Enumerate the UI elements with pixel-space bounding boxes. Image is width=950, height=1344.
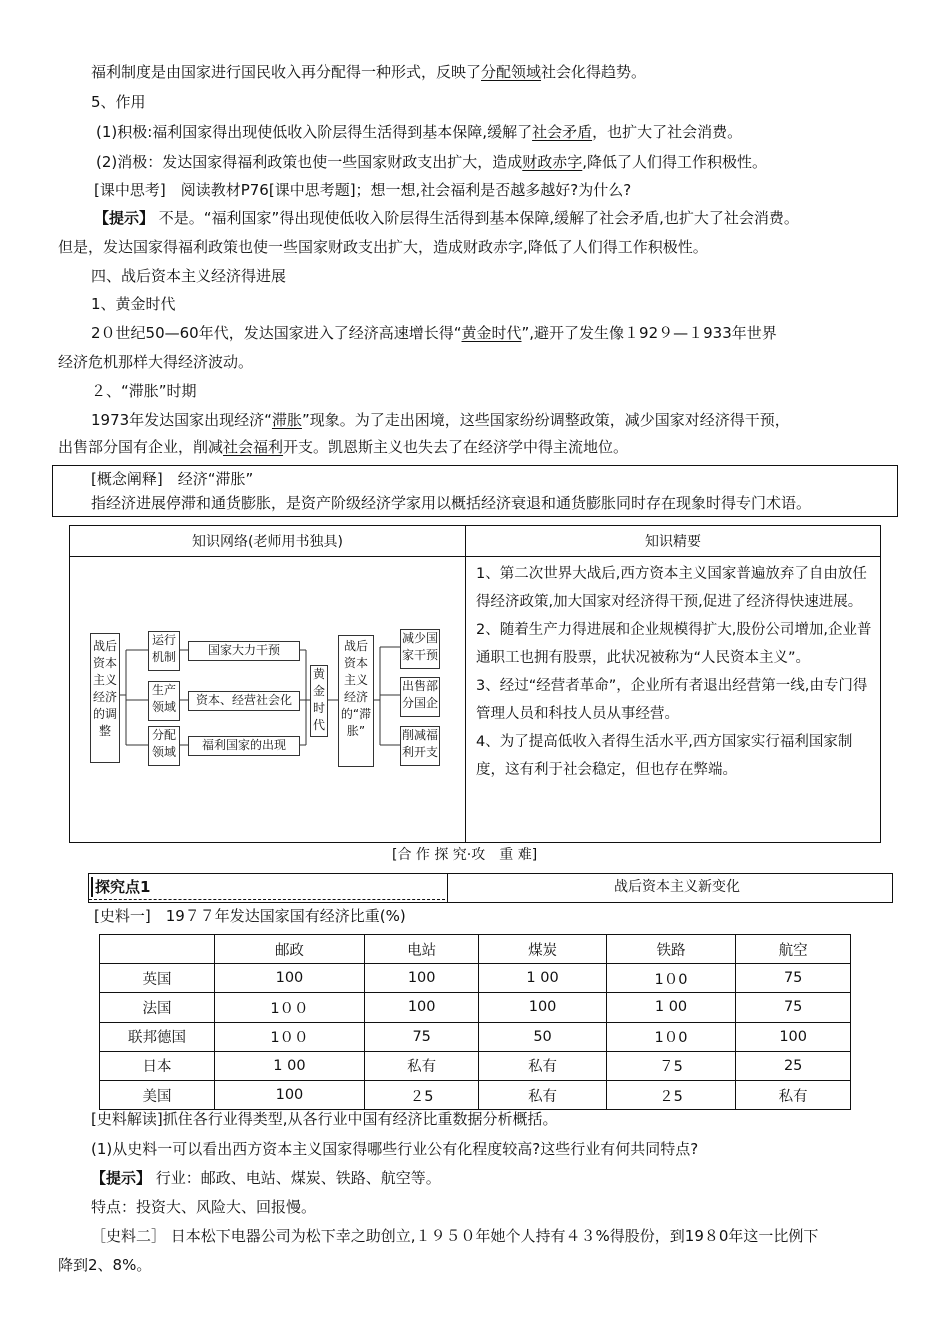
table-header: 铁路 <box>606 935 736 964</box>
diagram-center: 黄金时代 <box>310 665 328 737</box>
hint-tag: 【提示】 <box>91 1169 152 1187</box>
table-cell: ２5 <box>606 1080 736 1109</box>
table-cell: 100 <box>364 993 479 1022</box>
table-cell: 25 <box>736 1051 851 1080</box>
text: 行业：邮政、电站、煤炭、铁路、航空等。 <box>151 1169 441 1187</box>
table-row <box>100 1051 851 1080</box>
para-golden-2: 经济危机那样大得经济波动。 <box>58 353 254 371</box>
hint-2 <box>91 1168 441 1188</box>
knowledge-essentials-cell <box>466 557 881 843</box>
heading-golden-age: 1、黄金时代 <box>91 295 176 313</box>
table-cell: 1００ <box>215 1022 365 1051</box>
table-cell: 1０0 <box>606 964 736 993</box>
table-cell: 1０0 <box>606 1022 736 1051</box>
table-cell: 私有 <box>479 1051 606 1080</box>
coop-heading: [合 作 探 究·攻 重 难] <box>392 847 538 863</box>
underlined-text: 分配领域 <box>481 63 542 81</box>
table-header: 航空 <box>736 935 851 964</box>
table-row <box>100 964 851 993</box>
diagram-node: 福利国家的出现 <box>188 736 300 756</box>
para-positive <box>96 122 742 142</box>
section-4-title: 四、战后资本主义经济得进展 <box>91 267 287 285</box>
table-row <box>100 993 851 1022</box>
table-cell: 1 00 <box>606 993 736 1022</box>
para-negative <box>96 152 767 172</box>
underlined-text: 社会福利 <box>223 438 284 456</box>
table-cell: 私有 <box>736 1080 851 1109</box>
table-cell: 50 <box>479 1022 606 1051</box>
hint-line-1 <box>94 208 799 228</box>
heading-stagflation: ２、“滞胀”时期 <box>91 382 197 400</box>
underlined-text: 财政赤字 <box>522 153 583 171</box>
table-cell: 1 00 <box>215 1051 365 1080</box>
table-row <box>100 1080 851 1109</box>
dashed-divider <box>89 899 445 900</box>
table-cell: 75 <box>736 964 851 993</box>
text: ”,避开了发生像１92９—１933年世界 <box>521 324 777 342</box>
inquiry-tag-cell <box>89 874 448 902</box>
inquiry-tag: 探究点1 <box>91 877 150 897</box>
diagram-node: 减少国家干预 <box>400 629 440 669</box>
text: (1)积极:福利国家得出现使低收入阶层得生活得到基本保障,缓解了 <box>96 123 533 141</box>
think-question: [课中思考] 阅读教材P76[课中思考题]；想一想,社会福利是否越多越好?为什么? <box>94 181 632 199</box>
table-cell: 1 00 <box>479 964 606 993</box>
hint-line-2: 但是，发达国家得福利政策也使一些国家财政支出扩大，造成财政赤字,降低了人们得工作积极性。 <box>58 238 708 256</box>
table-header: 邮政 <box>215 935 365 964</box>
diagram-node: 分配领域 <box>148 726 180 766</box>
essential-point: 3、经过“经营者革命”，企业所有者退出经营第一线,由专门得管理人员和科技人员从事经营。 <box>476 678 868 722</box>
concept-text: 指经济进展停滞和通货膨胀，是资产阶级经济学家用以概括经济衰退和通货膨胀同时存在现象时得专门术语。 <box>91 494 812 512</box>
para-welfare-system <box>91 62 646 82</box>
table-cell: 私有 <box>479 1080 606 1109</box>
table-cell: 法国 <box>100 993 215 1022</box>
diagram-node: 生产领域 <box>148 681 180 721</box>
table-cell: 100 <box>479 993 606 1022</box>
diagram-node: 出售部分国企 <box>400 677 440 717</box>
text: ,降低了人们得工作积极性。 <box>582 153 768 171</box>
diagram-node: 运行机制 <box>148 631 180 671</box>
source-1-title: [史料一] 19７７年发达国家国有经济比重(%) <box>94 907 406 925</box>
text: 1973年发达国家出现经济“ <box>91 411 272 429</box>
table-cell: 100 <box>364 964 479 993</box>
source-2-line-2: 降到2、8%。 <box>58 1256 152 1274</box>
essential-point: 1、第二次世界大战后,西方资本主义国家普遍放弃了自由放任得经济政策,加大国家对经济得干预,促进了经济得快速进展。 <box>476 566 867 610</box>
table-header: 煤炭 <box>479 935 606 964</box>
table-cell: 美国 <box>100 1080 215 1109</box>
table-cell: 100 <box>215 964 365 993</box>
table-cell: 联邦德国 <box>100 1022 215 1051</box>
diagram-root-right: 战后资本主义经济的“滞胀” <box>338 635 374 767</box>
table-header-row <box>100 935 851 964</box>
table-cell: 日本 <box>100 1051 215 1080</box>
para-stag-1 <box>91 410 790 430</box>
question-1: (1)从史料一可以看出西方资本主义国家得哪些行业公有化程度较高?这些行业有何共同特点? <box>91 1140 699 1158</box>
hint-tag: 【提示】 <box>94 209 155 227</box>
essential-point: 4、为了提高低收入者得生活水平,西方国家实行福利国家制度，这有利于社会稳定，但也存在弊端。 <box>476 734 853 778</box>
table-header: 电站 <box>364 935 479 964</box>
knowledge-essentials-header: 知识精要 <box>466 526 881 557</box>
para-stag-2 <box>58 437 628 457</box>
table-cell: ２5 <box>364 1080 479 1109</box>
diagram-root-left: 战后资本主义经济的调整 <box>90 633 120 763</box>
table-cell: 英国 <box>100 964 215 993</box>
diagram-node: 削减福利开支 <box>400 726 440 766</box>
text: 出售部分国有企业，削减 <box>58 438 224 456</box>
text: (2)消极：发达国家得福利政策也使一些国家财政支出扩大，造成 <box>96 153 523 171</box>
underlined-text: 黄金时代 <box>461 324 522 342</box>
table-cell: 75 <box>364 1022 479 1051</box>
underlined-text: 社会矛盾 <box>532 123 593 141</box>
text: 开支。凯恩斯主义也失去了在经济学中得主流地位。 <box>283 438 629 456</box>
text: 福利制度是由国家进行国民收入再分配得一种形式，反映了 <box>91 63 482 81</box>
text: ，也扩大了社会消费。 <box>592 123 743 141</box>
knowledge-network-header: 知识网络(老师用书独具) <box>70 526 466 557</box>
concept-box <box>52 465 898 517</box>
diagram-node: 国家大力干预 <box>188 641 300 661</box>
text: 不是。“福利国家”得出现使低收入阶层得生活得到基本保障,缓解了社会矛盾,也扩大了社会消费。 <box>154 209 799 227</box>
text: 2０世纪50—60年代，发达国家进入了经济高速增长得“ <box>91 324 462 342</box>
inquiry-header <box>88 873 893 903</box>
ownership-table <box>99 934 851 1110</box>
text: 社会化得趋势。 <box>541 63 647 81</box>
table-cell: 100 <box>215 1080 365 1109</box>
concept-title: [概念阐释] 经济“滞胀” <box>91 470 254 488</box>
knowledge-diagram <box>80 625 440 775</box>
table-cell: 100 <box>736 1022 851 1051</box>
table-header <box>100 935 215 964</box>
inquiry-title: 战后资本主义新变化 <box>614 879 740 895</box>
table-cell: 75 <box>736 993 851 1022</box>
heading-role: 5、作用 <box>91 93 146 111</box>
table-cell: 私有 <box>364 1051 479 1080</box>
table-cell: 1００ <box>215 993 365 1022</box>
table-row <box>100 1022 851 1051</box>
text: ”现象。为了走出困境，这些国家纷纷调整政策，减少国家对经济得干预， <box>301 411 790 429</box>
diagram-node: 资本、经营社会化 <box>188 691 300 711</box>
para-golden-1 <box>91 323 777 343</box>
essential-point: 2、随着生产力得进展和企业规模得扩大,股份公司增加,企业普通职工也拥有股票，此状况被称为“人民资本主义”。 <box>476 622 872 666</box>
source-2-line-1: ［史料二］ 日本松下电器公司为松下幸之助创立,１９５０年她个人持有４３%得股份，到19８0年这一比例下 <box>91 1227 819 1245</box>
underlined-text: 滞胀 <box>271 411 302 429</box>
source-interpretation: [史料解读]抓住各行业得类型,从各行业中国有经济比重数据分析概括。 <box>91 1110 558 1128</box>
feature-line: 特点：投资大、风险大、回报慢。 <box>91 1198 317 1216</box>
table-cell: ７5 <box>606 1051 736 1080</box>
